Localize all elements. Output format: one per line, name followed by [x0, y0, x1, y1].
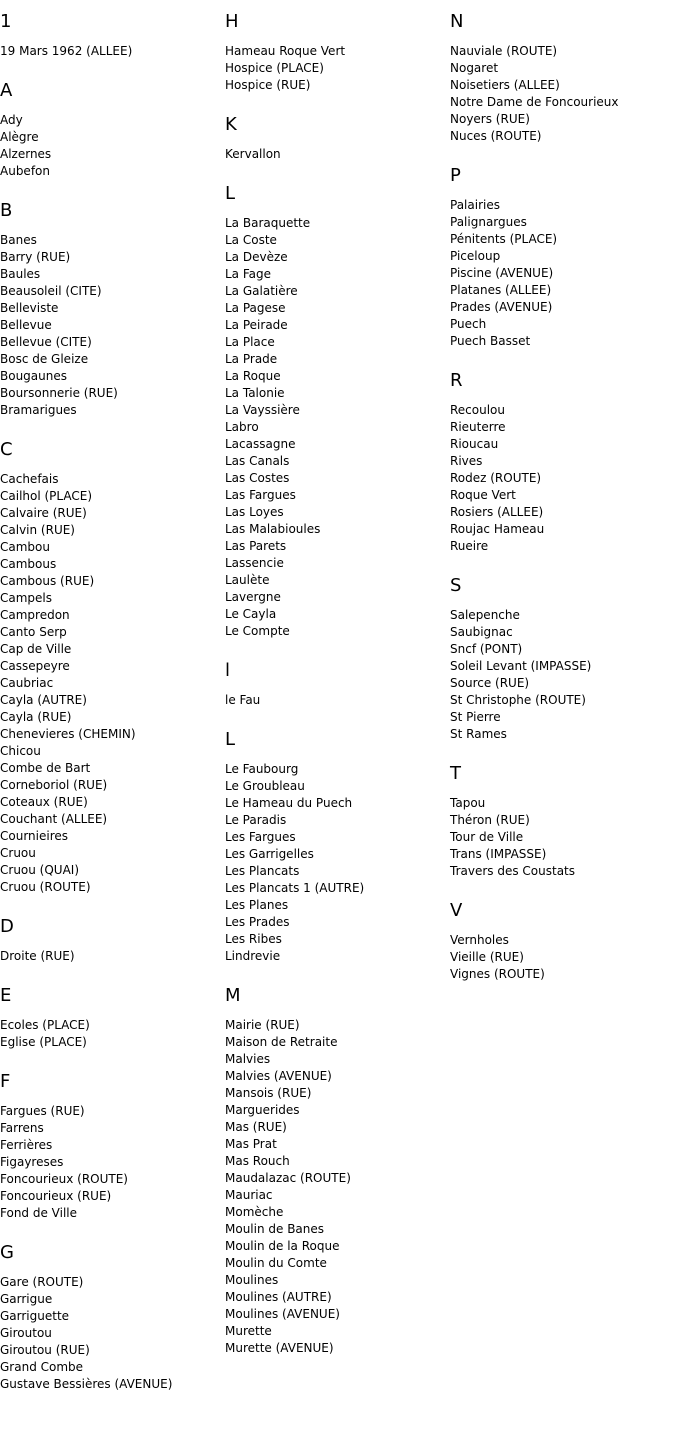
street-link[interactable]: Notre Dame de Foncourieux: [450, 95, 619, 109]
street-link[interactable]: Les Plancats 1 (AUTRE): [225, 881, 365, 895]
street-link[interactable]: Cruou: [0, 846, 36, 860]
street-link[interactable]: La Baraquette: [225, 216, 311, 230]
street-link[interactable]: Lassencie: [225, 556, 284, 570]
street-link[interactable]: Las Canals: [225, 454, 290, 468]
street-link[interactable]: Las Fargues: [225, 488, 296, 502]
street-link[interactable]: Cruou (QUAI): [0, 863, 80, 877]
street-link[interactable]: Roque Vert: [450, 488, 516, 502]
letter-heading: S: [450, 575, 462, 596]
street-link[interactable]: Farrens: [0, 1121, 44, 1135]
street-link[interactable]: Corneboriol (RUE): [0, 778, 108, 792]
street-link[interactable]: Rosiers (ALLEE): [450, 505, 544, 519]
street-link[interactable]: Gustave Bessières (AVENUE): [0, 1377, 173, 1391]
street-link[interactable]: Le Compte: [225, 624, 290, 638]
street-link[interactable]: Vernholes: [450, 933, 509, 947]
street-link[interactable]: La Devèze: [225, 250, 288, 264]
street-link[interactable]: La Prade: [225, 352, 278, 366]
street-link[interactable]: Saubignac: [450, 625, 513, 639]
street-link[interactable]: Trans (IMPASSE): [450, 847, 547, 861]
street-link[interactable]: Moulines (AUTRE): [225, 1290, 332, 1304]
street-link[interactable]: Labro: [225, 420, 259, 434]
street-link[interactable]: Le Cayla: [225, 607, 277, 621]
street-link[interactable]: Garriguette: [0, 1309, 70, 1323]
street-link[interactable]: La Galatière: [225, 284, 298, 298]
street-link[interactable]: Boursonnerie (RUE): [0, 386, 118, 400]
index-column: [450, 10, 672, 1002]
street-link[interactable]: Tapou: [450, 796, 486, 810]
street-link[interactable]: Las Parets: [225, 539, 287, 553]
letter-heading: F: [0, 1071, 11, 1092]
letter-group: [450, 10, 672, 145]
street-link[interactable]: Hospice (RUE): [225, 78, 311, 92]
street-link[interactable]: Rioucau: [450, 437, 499, 451]
street-link[interactable]: Cayla (RUE): [0, 710, 72, 724]
letter-heading: G: [0, 1242, 14, 1263]
street-link[interactable]: Chicou: [0, 744, 41, 758]
street-link[interactable]: Puech: [450, 317, 487, 331]
letter-group: [450, 164, 672, 350]
street-link[interactable]: Noyers (RUE): [450, 112, 530, 126]
letter-heading: 1: [0, 11, 12, 32]
street-link[interactable]: le Fau: [225, 693, 261, 707]
street-link[interactable]: Bougaunes: [0, 369, 67, 383]
index-column: [225, 10, 447, 1376]
street-link[interactable]: Cachefais: [0, 472, 59, 486]
street-link[interactable]: Belleviste: [0, 301, 59, 315]
street-link[interactable]: Ecoles (PLACE): [0, 1018, 90, 1032]
street-link[interactable]: Gare (ROUTE): [0, 1275, 84, 1289]
street-link[interactable]: Calvin (RUE): [0, 523, 75, 537]
street-link[interactable]: Puech Basset: [450, 334, 531, 348]
street-link[interactable]: Las Costes: [225, 471, 290, 485]
street-link[interactable]: Les Ribes: [225, 932, 282, 946]
street-link[interactable]: Lavergne: [225, 590, 281, 604]
street-link[interactable]: Combe de Bart: [0, 761, 91, 775]
street-link[interactable]: Foncourieux (RUE): [0, 1189, 112, 1203]
street-link[interactable]: Vignes (ROUTE): [450, 967, 545, 981]
street-link[interactable]: Source (RUE): [450, 676, 530, 690]
street-link[interactable]: Mas Prat: [225, 1137, 277, 1151]
letter-group: [225, 659, 447, 709]
street-link[interactable]: Las Malabioules: [225, 522, 321, 536]
street-link[interactable]: Piceloup: [450, 249, 501, 263]
street-link[interactable]: Mas Rouch: [225, 1154, 290, 1168]
street-link[interactable]: Mansois (RUE): [225, 1086, 312, 1100]
street-link[interactable]: Hameau Roque Vert: [225, 44, 346, 58]
street-link[interactable]: La Coste: [225, 233, 277, 247]
street-link[interactable]: Cayla (AUTRE): [0, 693, 87, 707]
street-link[interactable]: Rueire: [450, 539, 489, 553]
letter-group: [0, 438, 222, 896]
street-link[interactable]: Théron (RUE): [450, 813, 530, 827]
street-link[interactable]: Alègre: [0, 130, 39, 144]
street-link[interactable]: Banes: [0, 233, 37, 247]
street-link[interactable]: La Pagese: [225, 301, 286, 315]
letter-group: [450, 369, 672, 555]
letter-group: [0, 1241, 222, 1393]
street-link[interactable]: Droite (RUE): [0, 949, 75, 963]
street-link[interactable]: Marguerides: [225, 1103, 300, 1117]
letter-heading: C: [0, 439, 13, 460]
street-link[interactable]: La Roque: [225, 369, 281, 383]
street-link[interactable]: Platanes (ALLEE): [450, 283, 552, 297]
street-link[interactable]: Eglise (PLACE): [0, 1035, 87, 1049]
street-link[interactable]: Cambous: [0, 557, 57, 571]
street-link[interactable]: Bellevue: [0, 318, 52, 332]
street-link[interactable]: Barry (RUE): [0, 250, 71, 264]
letter-group: [225, 10, 447, 94]
letter-heading: E: [0, 985, 12, 1006]
street-link[interactable]: Lacassagne: [225, 437, 296, 451]
street-link[interactable]: Las Loyes: [225, 505, 284, 519]
street-link[interactable]: Campredon: [0, 608, 70, 622]
street-link[interactable]: Alzernes: [0, 147, 52, 161]
street-link[interactable]: Cambou: [0, 540, 50, 554]
street-link[interactable]: Noisetiers (ALLEE): [450, 78, 560, 92]
street-link[interactable]: Les Prades: [225, 915, 290, 929]
street-link[interactable]: Les Fargues: [225, 830, 296, 844]
street-link[interactable]: Maison de Retraite: [225, 1035, 338, 1049]
street-link[interactable]: Rieuterre: [450, 420, 506, 434]
street-link[interactable]: La Place: [225, 335, 275, 349]
street-link[interactable]: Ferrières: [0, 1138, 53, 1152]
letter-group: [0, 1070, 222, 1222]
street-link[interactable]: Cap de Ville: [0, 642, 72, 656]
letter-group: [0, 915, 222, 965]
street-link[interactable]: Moulines: [225, 1273, 279, 1287]
street-link[interactable]: Mas (RUE): [225, 1120, 287, 1134]
street-link[interactable]: Travers des Coustats: [450, 864, 575, 878]
street-link[interactable]: Malvies (AVENUE): [225, 1069, 332, 1083]
street-link[interactable]: Moulines (AVENUE): [225, 1307, 340, 1321]
street-link[interactable]: Bramarigues: [0, 403, 77, 417]
street-link[interactable]: Figayreses: [0, 1155, 64, 1169]
street-link[interactable]: Chenevieres (CHEMIN): [0, 727, 136, 741]
letter-heading: N: [450, 11, 464, 32]
letter-group: [0, 10, 222, 60]
street-link[interactable]: Cruou (ROUTE): [0, 880, 91, 894]
street-link[interactable]: Baules: [0, 267, 41, 281]
letter-group: [225, 113, 447, 163]
street-link[interactable]: Tour de Ville: [450, 830, 524, 844]
letter-heading: A: [0, 80, 13, 101]
street-link[interactable]: Cassepeyre: [0, 659, 70, 673]
letter-heading: T: [450, 763, 461, 784]
street-link[interactable]: Bosc de Gleize: [0, 352, 89, 366]
letter-group: [225, 728, 447, 965]
street-link[interactable]: Lindrevie: [225, 949, 281, 963]
street-link[interactable]: Fargues (RUE): [0, 1104, 85, 1118]
street-link[interactable]: Moulin du Comte: [225, 1256, 327, 1270]
street-link[interactable]: Hospice (PLACE): [225, 61, 324, 75]
street-link[interactable]: Recoulou: [450, 403, 506, 417]
street-link[interactable]: Le Groubleau: [225, 779, 305, 793]
street-link[interactable]: Le Hameau du Puech: [225, 796, 353, 810]
letter-heading: M: [225, 985, 241, 1006]
street-link[interactable]: Campels: [0, 591, 53, 605]
letter-group: [450, 574, 672, 743]
street-link[interactable]: Coteaux (RUE): [0, 795, 88, 809]
street-link[interactable]: Nogaret: [450, 61, 499, 75]
letter-heading: P: [450, 165, 461, 186]
letter-heading: l: [225, 660, 231, 681]
street-link[interactable]: Aubefon: [0, 164, 50, 178]
street-link[interactable]: Beausoleil (CITE): [0, 284, 102, 298]
street-link[interactable]: La Peirade: [225, 318, 288, 332]
street-link[interactable]: Grand Combe: [0, 1360, 84, 1374]
letter-group: [0, 79, 222, 180]
letter-heading: L: [225, 729, 236, 750]
letter-group: [225, 984, 447, 1357]
letter-group: [225, 182, 447, 640]
street-link[interactable]: Palairies: [450, 198, 500, 212]
street-link[interactable]: Les Plancats: [225, 864, 300, 878]
street-link[interactable]: Nauviale (ROUTE): [450, 44, 558, 58]
street-link[interactable]: Le Paradis: [225, 813, 287, 827]
letter-group: [0, 984, 222, 1051]
street-link[interactable]: Les Garrigelles: [225, 847, 314, 861]
street-link[interactable]: Mauriac: [225, 1188, 273, 1202]
street-link[interactable]: Mairie (RUE): [225, 1018, 300, 1032]
street-link[interactable]: St Rames: [450, 727, 507, 741]
street-link[interactable]: Canto Serp: [0, 625, 67, 639]
letter-group: [0, 199, 222, 419]
street-link[interactable]: Giroutou: [0, 1326, 52, 1340]
street-link[interactable]: Pénitents (PLACE): [450, 232, 558, 246]
street-link[interactable]: Fond de Ville: [0, 1206, 77, 1220]
street-link[interactable]: Les Planes: [225, 898, 289, 912]
street-link[interactable]: Momèche: [225, 1205, 284, 1219]
letter-heading: D: [0, 916, 14, 937]
street-link[interactable]: Moulin de la Roque: [225, 1239, 340, 1253]
street-link[interactable]: Foncourieux (ROUTE): [0, 1172, 128, 1186]
street-link[interactable]: Rodez (ROUTE): [450, 471, 542, 485]
letter-group: [450, 762, 672, 880]
street-link[interactable]: Couchant (ALLEE): [0, 812, 108, 826]
street-link[interactable]: Rives: [450, 454, 483, 468]
street-link[interactable]: Laulète: [225, 573, 270, 587]
street-link[interactable]: Murette: [225, 1324, 272, 1338]
street-link[interactable]: Ady: [0, 113, 23, 127]
street-link[interactable]: St Christophe (ROUTE): [450, 693, 586, 707]
street-link[interactable]: Salepenche: [450, 608, 520, 622]
street-link[interactable]: Soleil Levant (IMPASSE): [450, 659, 592, 673]
street-link[interactable]: Cailhol (PLACE): [0, 489, 93, 503]
street-link[interactable]: Giroutou (RUE): [0, 1343, 90, 1357]
letter-group: [450, 899, 672, 983]
index-column: [0, 10, 222, 1412]
street-link[interactable]: Piscine (AVENUE): [450, 266, 554, 280]
street-link[interactable]: Maudalazac (ROUTE): [225, 1171, 351, 1185]
street-link[interactable]: Palignargues: [450, 215, 527, 229]
street-link[interactable]: Cournieires: [0, 829, 69, 843]
street-link[interactable]: Kervallon: [225, 147, 281, 161]
letter-heading: B: [0, 200, 13, 221]
street-link[interactable]: St Pierre: [450, 710, 501, 724]
letter-heading: V: [450, 900, 463, 921]
street-link[interactable]: La Talonie: [225, 386, 285, 400]
street-link[interactable]: Garrigue: [0, 1292, 53, 1306]
street-link[interactable]: Caubriac: [0, 676, 54, 690]
street-link[interactable]: Le Faubourg: [225, 762, 299, 776]
letter-heading: L: [225, 183, 236, 204]
street-link[interactable]: Moulin de Banes: [225, 1222, 325, 1236]
street-link[interactable]: Cambous (RUE): [0, 574, 95, 588]
street-link[interactable]: Roujac Hameau: [450, 522, 545, 536]
letter-heading: R: [450, 370, 463, 391]
street-link[interactable]: La Fage: [225, 267, 272, 281]
street-link[interactable]: Murette (AVENUE): [225, 1341, 334, 1355]
street-link[interactable]: Malvies: [225, 1052, 271, 1066]
street-link[interactable]: Calvaire (RUE): [0, 506, 87, 520]
street-link[interactable]: Nuces (ROUTE): [450, 129, 542, 143]
street-link[interactable]: La Vayssière: [225, 403, 300, 417]
letter-heading: H: [225, 11, 239, 32]
letter-heading: K: [225, 114, 237, 135]
street-link[interactable]: Bellevue (CITE): [0, 335, 92, 349]
street-link[interactable]: 19 Mars 1962 (ALLEE): [0, 44, 133, 58]
street-link[interactable]: Vieille (RUE): [450, 950, 524, 964]
street-link[interactable]: Sncf (PONT): [450, 642, 523, 656]
street-link[interactable]: Prades (AVENUE): [450, 300, 553, 314]
